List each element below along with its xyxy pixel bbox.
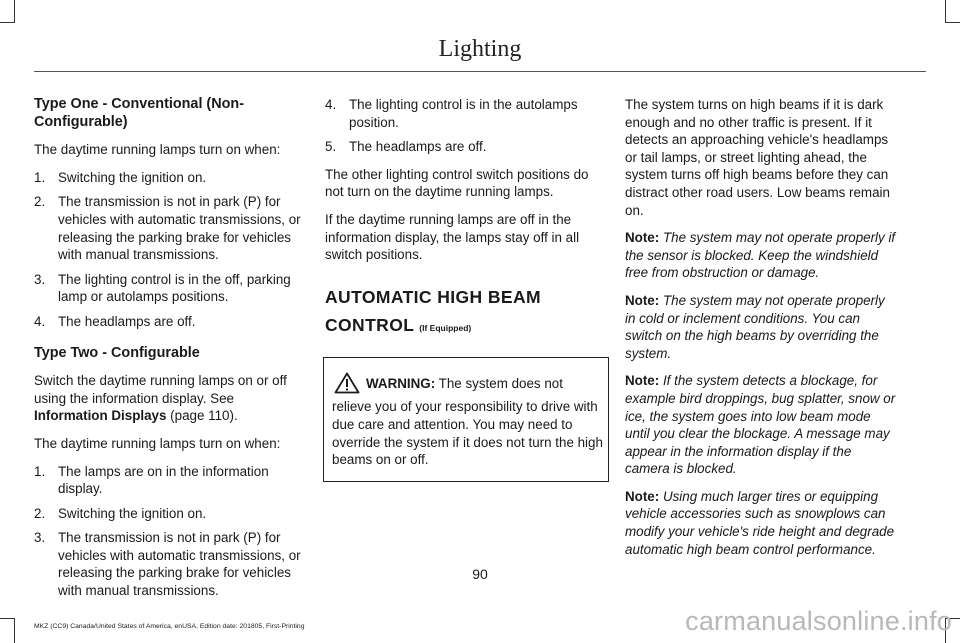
- list-number: 4.: [34, 313, 46, 329]
- list-number: 3.: [34, 271, 46, 287]
- note-text: The system may not operate properly in cold or inclement conditions. You can switch on the high beams by overriding the system.: [625, 292, 885, 361]
- note-text: Using much larger tires or equipping vehicle accessories such as snowplows can modify your vehicle's ride height and degrade automatic high beam control performance.: [625, 488, 895, 557]
- list-number: 5.: [325, 139, 337, 155]
- note: [625, 229, 897, 282]
- crop-mark: [0, 618, 15, 619]
- section-heading-line: [325, 314, 605, 339]
- list-item: [325, 138, 605, 156]
- note-label: Note:: [625, 230, 660, 246]
- list-number: 3.: [34, 530, 46, 546]
- list-text: The lamps are on in the information display.: [58, 463, 269, 497]
- type-one-heading: Type One - Conventional (Non-Configurable): [34, 96, 244, 130]
- type-two-text: Switch the daytime running lamps on or off using the information display. See: [34, 373, 287, 406]
- note: [625, 372, 897, 478]
- list-text: Switching the ignition on.: [58, 505, 207, 521]
- list-item: [34, 463, 308, 498]
- list-number: 2.: [34, 505, 46, 521]
- list-number: 1.: [34, 463, 46, 479]
- list-text: Switching the ignition on.: [58, 169, 207, 185]
- paragraph: The system turns on high beams if it is dark enough and no other traffic is present. If it detects an approaching vehicle's headlamps or tail lamps, or street lighting ahead, the system turns off high beams before they can distract other road users. Low beams remain on.: [625, 97, 890, 218]
- list-item: [34, 313, 308, 331]
- edition-footer: MKZ (CC9) Canada/United States of America, enUSA, Edition date: 201805, First-Printing: [34, 623, 305, 630]
- list-number: 1.: [34, 169, 46, 185]
- note-label: Note:: [625, 488, 660, 504]
- crop-mark: [14, 618, 15, 643]
- list-text: The lighting control is in the off, parking lamp or autolamps positions.: [58, 271, 291, 305]
- column-left: [34, 96, 308, 610]
- page-reference: (page 110).: [166, 408, 238, 424]
- crop-mark: [945, 22, 960, 23]
- section-heading: [325, 286, 605, 339]
- type-two-intro: The daytime running lamps turn on when:: [34, 435, 281, 451]
- if-equipped-label: (If Equipped): [419, 322, 472, 333]
- note: [625, 488, 897, 558]
- watermark: carmanualsonline.info: [685, 606, 952, 636]
- header-divider: [34, 71, 926, 72]
- crop-mark: [945, 0, 946, 22]
- list-item: [34, 169, 308, 187]
- warning-text: The system does not relieve you of your responsibility to drive with due care and attention. You may need to override the system if it does not turn the high beams on or off.: [332, 375, 603, 468]
- page-number: 90: [472, 566, 488, 582]
- warning-label: WARNING:: [366, 375, 436, 391]
- crop-mark: [0, 22, 15, 23]
- type-one-list: [34, 169, 308, 331]
- list-item: [34, 505, 308, 523]
- warning-box: [323, 357, 609, 482]
- list-item: [34, 529, 308, 599]
- continued-list: [325, 96, 605, 156]
- page-title: Lighting: [438, 36, 522, 62]
- note-label: Note:: [625, 373, 660, 389]
- note: [625, 292, 897, 362]
- type-one-intro: The daytime running lamps turn on when:: [34, 142, 281, 158]
- type-two-heading: Type Two - Configurable: [34, 344, 200, 361]
- note-label: Note:: [625, 292, 660, 308]
- list-text: The headlamps are off.: [349, 139, 487, 155]
- list-number: 4.: [325, 97, 337, 112]
- list-item: [34, 193, 308, 263]
- list-text: The transmission is not in park (P) for vehicles with automatic transmissions, or releasing the parking brake for vehicles with manual transmissions.: [58, 194, 301, 263]
- list-text: The headlamps are off.: [58, 313, 196, 329]
- column-right: [625, 96, 897, 568]
- information-displays-link[interactable]: Information Displays: [34, 408, 167, 424]
- note-text: If the system detects a blockage, for example bird droppings, bug splatter, snow or ice, the system goes into low beam mode until you clear the blockage. A message may appear in the information display if the camera is blocked.: [625, 373, 896, 477]
- list-number: 2.: [34, 194, 46, 210]
- paragraph: The other lighting control switch positions do not turn on the daytime running lamps.: [325, 166, 589, 200]
- list-text: The transmission is not in park (P) for vehicles with automatic transmissions, or releasing the parking brake for vehicles with manual transmissions.: [58, 530, 301, 599]
- section-heading-text: CONTROL: [325, 314, 415, 335]
- section-heading-line: AUTOMATIC HIGH BEAM: [325, 286, 541, 307]
- warning-triangle-icon: [334, 372, 360, 399]
- crop-mark: [14, 0, 15, 22]
- paragraph: If the daytime running lamps are off in the information display, the lamps stay off in all switch positions.: [325, 211, 580, 263]
- column-middle: [325, 96, 605, 482]
- list-item: [325, 96, 605, 131]
- type-two-paragraph: [34, 372, 308, 425]
- list-item: [34, 271, 308, 306]
- note-text: The system may not operate properly if the sensor is blocked. Keep the windshield free from obstruction or damage.: [625, 230, 896, 281]
- list-text: The lighting control is in the autolamps position.: [349, 97, 578, 130]
